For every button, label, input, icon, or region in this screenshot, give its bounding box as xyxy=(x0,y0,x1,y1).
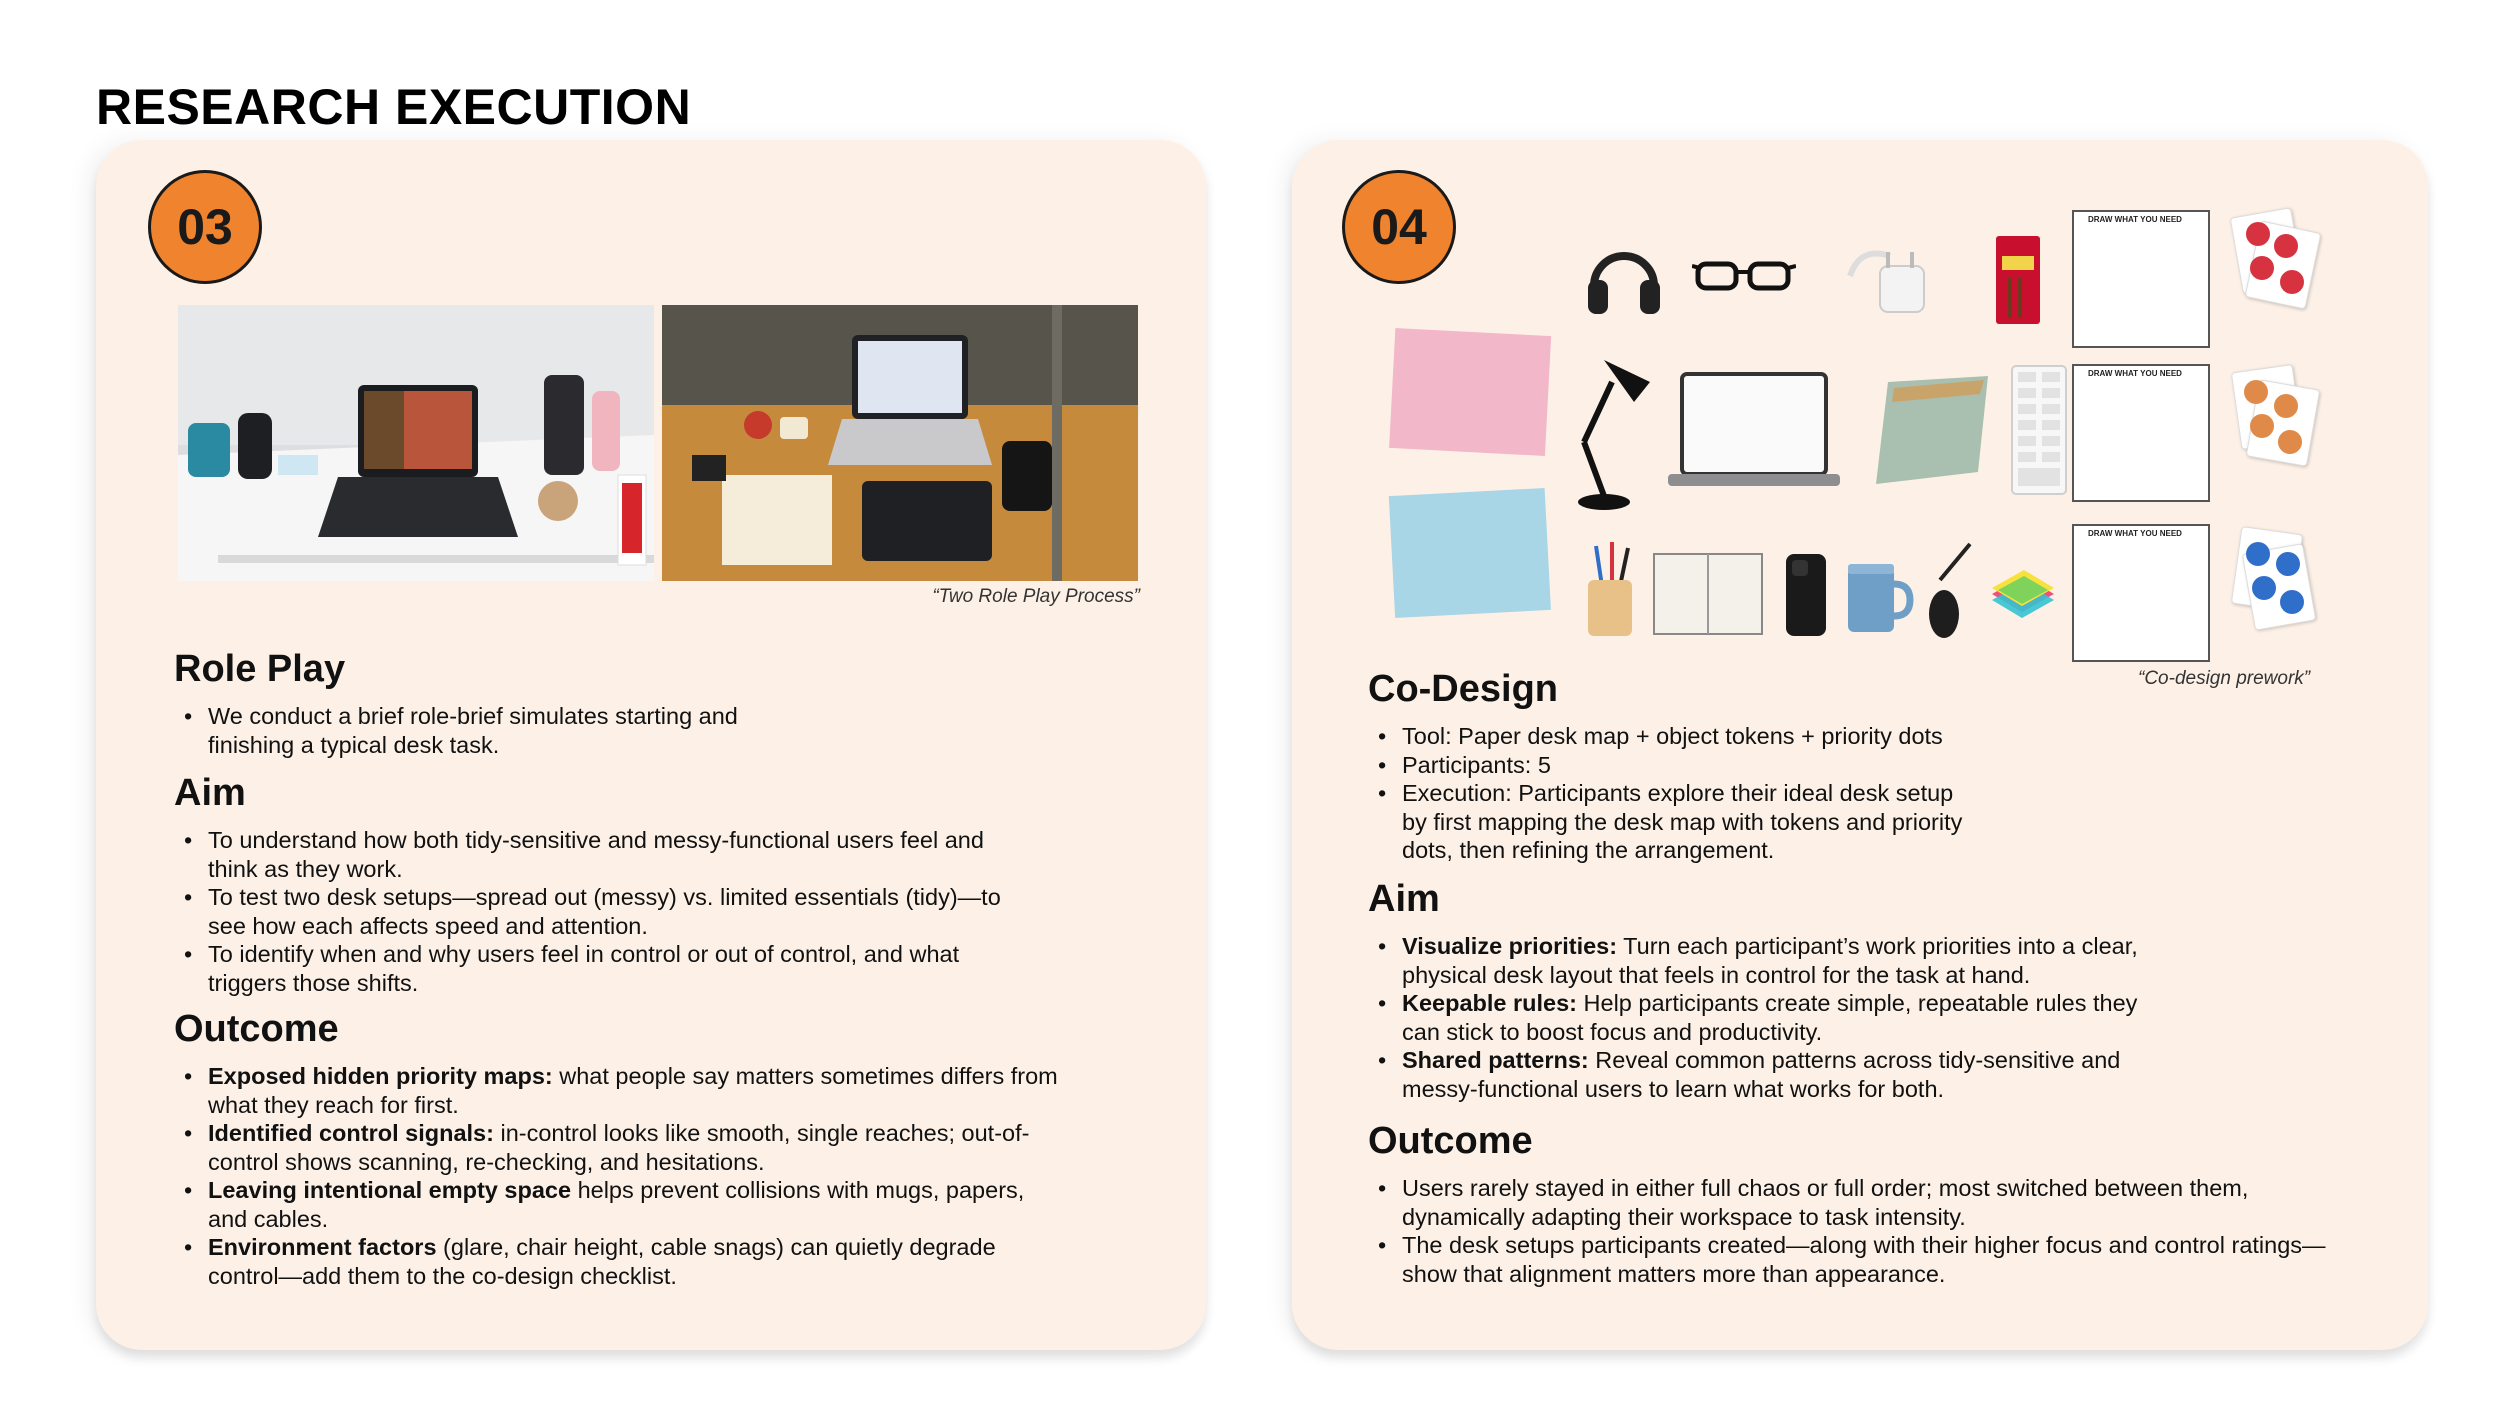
list-item: • To identify when and why users feel in control or out of control, and what triggers those shifts. xyxy=(174,940,1184,997)
item-lead: Keepable rules: xyxy=(1402,990,1578,1016)
draw-box xyxy=(2072,210,2210,348)
list-item xyxy=(1368,1046,2418,1103)
photo-caption: “Two Role Play Process” xyxy=(932,586,1140,607)
notebook-icon xyxy=(1652,552,1764,641)
item-text: helps prevent collisions with mugs, papers, and cables. xyxy=(208,1177,1025,1232)
mouse-icon xyxy=(1926,540,1976,645)
item-text: Reveal common patterns across tidy-sensitive and messy-functional users to learn what works for both. xyxy=(1402,1047,2121,1102)
step-badge: 03 xyxy=(148,170,262,284)
outcome-list xyxy=(174,1062,1184,1290)
step-badge: 04 xyxy=(1342,170,1456,284)
desk-lamp-icon xyxy=(1564,352,1664,517)
item-text: in-control looks like smooth, single reaches; out-of- control shows scanning, re-checking, and hesitations. xyxy=(208,1120,1030,1175)
sticky-notes-icon xyxy=(1988,568,2058,629)
co-design-card xyxy=(1292,140,2428,1350)
draw-box-label: DRAW WHAT YOU NEED xyxy=(2088,215,2182,224)
co-design-list xyxy=(1368,722,2418,865)
role-play-heading: Role Play xyxy=(174,648,346,690)
pen-cup-icon xyxy=(1578,540,1648,645)
keyboard-icon xyxy=(2010,364,2068,501)
outcome-heading: Outcome xyxy=(1368,1120,1533,1162)
list-item: • To test two desk setups—spread out (messy) vs. limited essentials (tidy)—to see how each affects speed and attention. xyxy=(174,883,1184,940)
aim-list xyxy=(174,826,1184,997)
laptop-icon xyxy=(1668,370,1840,495)
mug-icon xyxy=(1844,560,1914,641)
co-design-heading: Co-Design xyxy=(1368,668,1558,710)
priority-dots-red xyxy=(2232,212,2314,308)
draw-box-label: DRAW WHAT YOU NEED xyxy=(2088,529,2182,538)
glasses-icon xyxy=(1692,250,1796,305)
list-item: • Tool: Paper desk map + object tokens + priority dots xyxy=(1368,722,2418,751)
phone-icon xyxy=(1784,552,1828,643)
charger-icon xyxy=(1840,236,1940,327)
role-play-list xyxy=(174,702,1174,759)
list-item: • We conduct a brief role-brief simulates starting and finishing a typical desk task. xyxy=(174,702,1174,759)
outcome-list xyxy=(1368,1174,2423,1288)
draw-box xyxy=(2072,364,2210,502)
snack-box-icon xyxy=(1994,234,2042,331)
board-caption: “Co-design prework” xyxy=(2138,668,2311,689)
list-item xyxy=(1368,989,2418,1046)
item-text: what people say matters sometimes differs from what they reach for first. xyxy=(208,1063,1058,1118)
item-lead: Environment factors xyxy=(208,1234,437,1260)
list-item: • Users rarely stayed in either full chaos or full order; most switched between them, dynamically adapting their workspace to task intensity. xyxy=(1368,1174,2423,1231)
headphones-icon xyxy=(1582,236,1666,325)
item-lead: Visualize priorities: xyxy=(1402,933,1618,959)
list-item: • Execution: Participants explore their ideal desk setup by first mapping the desk map with tokens and priority dots, then refining the arrangement. xyxy=(1368,779,2418,865)
list-item xyxy=(174,1233,1184,1290)
priority-dots-blue xyxy=(2232,530,2314,626)
aim-heading: Aim xyxy=(1368,878,1440,920)
item-text: Help participants create simple, repeatable rules they can stick to boost focus and productivity. xyxy=(1402,990,2138,1045)
item-lead: Shared patterns: xyxy=(1402,1047,1589,1073)
blue-mat-icon xyxy=(1387,486,1554,625)
draw-box xyxy=(2072,524,2210,662)
item-text: (glare, chair height, cable snags) can quietly degrade control—add them to the co-design checklist. xyxy=(208,1234,996,1289)
aim-heading: Aim xyxy=(174,772,246,814)
item-lead: Identified control signals: xyxy=(208,1120,494,1146)
list-item xyxy=(174,1119,1184,1176)
list-item xyxy=(174,1176,1184,1233)
pink-mat-icon xyxy=(1387,326,1554,463)
item-lead: Exposed hidden priority maps: xyxy=(208,1063,553,1089)
desk-photo-messy xyxy=(662,305,1138,581)
aim-list xyxy=(1368,932,2418,1103)
page-title: RESEARCH EXECUTION xyxy=(96,79,692,135)
list-item xyxy=(1368,932,2418,989)
list-item: • To understand how both tidy-sensitive and messy-functional users feel and think as they work. xyxy=(174,826,1184,883)
priority-dots-orange xyxy=(2232,368,2314,464)
draw-box-label: DRAW WHAT YOU NEED xyxy=(2088,369,2182,378)
list-item: • The desk setups participants created—along with their higher focus and control ratings— show that alignment matters more than appearance. xyxy=(1368,1231,2423,1288)
list-item: • Participants: 5 xyxy=(1368,751,2418,780)
item-text: Turn each participant’s work priorities into a clear, physical desk layout that feels in control for the task at hand. xyxy=(1402,933,2138,988)
item-lead: Leaving intentional empty space xyxy=(208,1177,572,1203)
outcome-heading: Outcome xyxy=(174,1008,339,1050)
desk-photo-tidy xyxy=(178,305,654,581)
role-play-card xyxy=(96,140,1206,1350)
list-item xyxy=(174,1062,1184,1119)
folder-icon xyxy=(1868,372,1994,495)
